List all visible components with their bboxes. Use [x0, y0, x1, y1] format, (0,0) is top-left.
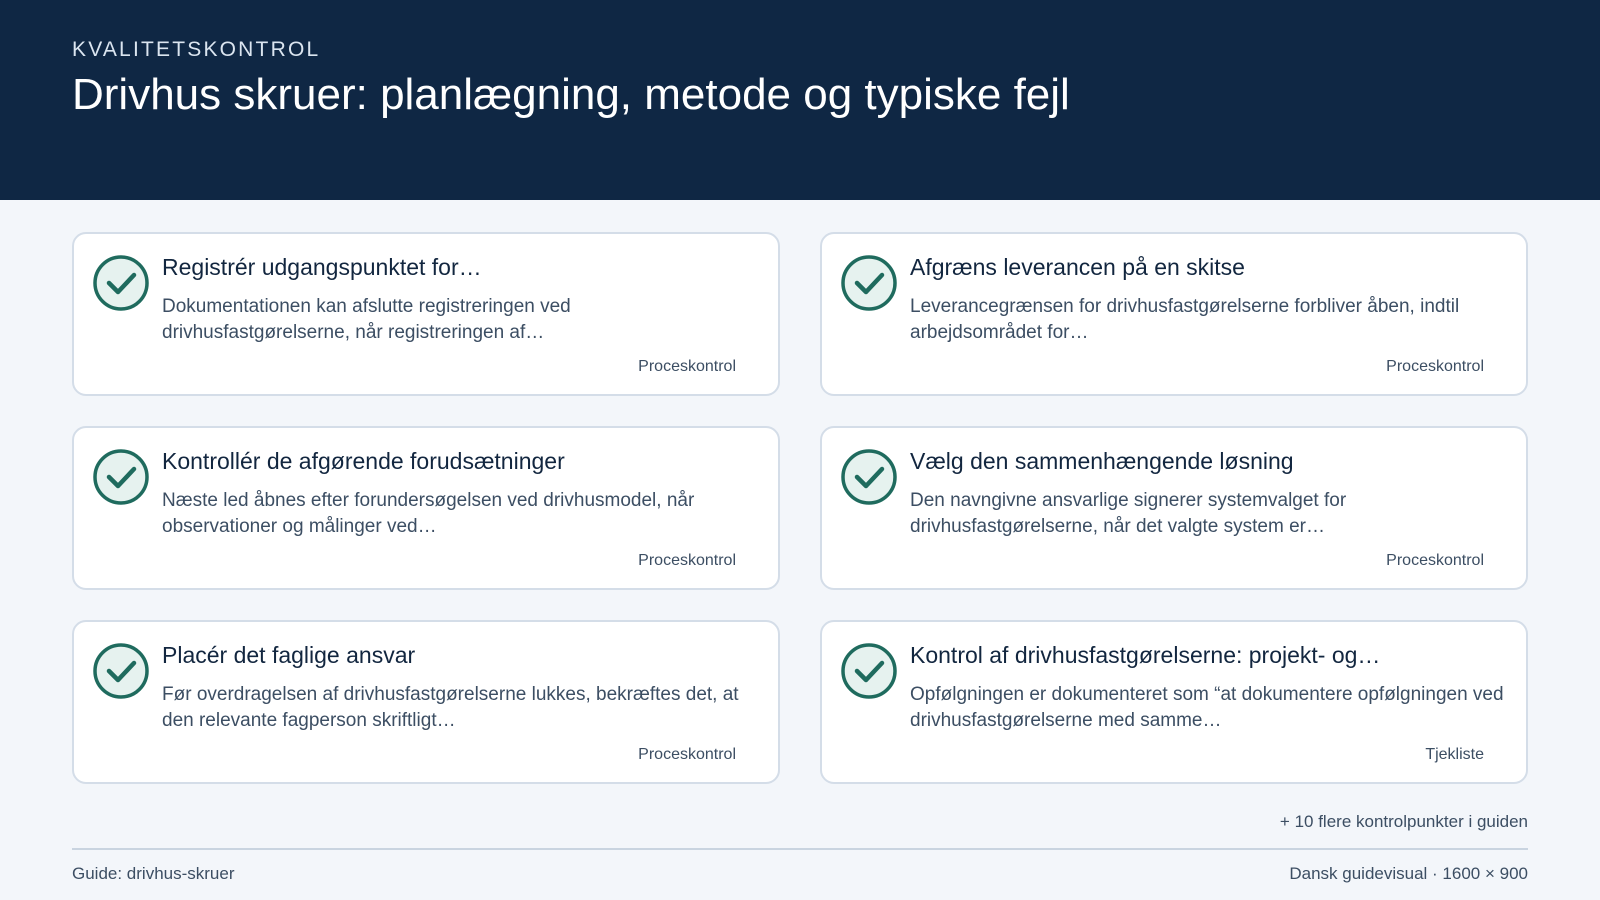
footer-divider [72, 848, 1528, 850]
checkpoint-tag: Proceskontrol [1386, 552, 1484, 569]
check-circle-icon [840, 254, 898, 312]
checkpoint-card[interactable] [72, 620, 780, 784]
checkpoint-description: Leverancegrænsen for drivhusfastgørelserne forbliver åben, indtil arbejdsområdet for… [910, 296, 1460, 343]
check-circle-icon [840, 448, 898, 506]
checkpoint-description: Den navngivne ansvarlige signerer systemvalget for drivhusfastgørelserne, når det valgte system er… [910, 490, 1347, 537]
checkpoint-tag: Proceskontrol [638, 552, 736, 569]
footer-guide-label: Guide: drivhus-skruer [72, 864, 235, 883]
footer-meta-label: Dansk guidevisual · 1600 × 900 [1289, 864, 1528, 883]
checkpoint-description: Dokumentationen kan afslutte registreringen ved drivhusfastgørelserne, når registreringen af… [162, 296, 571, 343]
checkpoint-tag: Proceskontrol [638, 746, 736, 763]
checkpoint-tag: Tjekliste [1425, 746, 1484, 763]
check-circle-icon [92, 448, 150, 506]
checkpoint-card[interactable] [72, 426, 780, 590]
page-title: Drivhus skruer: planlægning, metode og typiske fejl [72, 70, 1070, 119]
page-header [0, 0, 1600, 200]
checkpoint-card[interactable] [820, 232, 1528, 396]
check-circle-icon [92, 642, 150, 700]
checkpoint-title: Placér det faglige ansvar [162, 642, 416, 668]
checkpoint-title: Vælg den sammenhængende løsning [910, 448, 1294, 474]
checkpoint-card[interactable] [820, 620, 1528, 784]
check-circle-icon [840, 642, 898, 700]
checkpoint-description: Opfølgningen er dokumenteret som “at dokumentere opfølgningen ved drivhusfastgørelserne med samme… [910, 684, 1504, 731]
check-circle-icon [92, 254, 150, 312]
checkpoint-card[interactable] [72, 232, 780, 396]
more-checkpoints-link[interactable]: + 10 flere kontrolpunkter i guiden [1279, 812, 1528, 831]
checkpoint-title: Registrér udgangspunktet for… [162, 254, 482, 280]
checkpoint-grid [72, 232, 1528, 784]
checkpoint-title: Afgræns leverancen på en skitse [910, 254, 1245, 280]
checkpoint-title: Kontrollér de afgørende forudsætninger [162, 448, 565, 474]
checkpoint-card[interactable] [820, 426, 1528, 590]
checkpoint-tag: Proceskontrol [1386, 358, 1484, 375]
checkpoint-description: Før overdragelsen af drivhusfastgørelserne lukkes, bekræftes det, at den relevante fagperson skriftligt… [162, 684, 739, 731]
checkpoint-title: Kontrol af drivhusfastgørelserne: projekt- og… [910, 642, 1381, 668]
checkpoint-description: Næste led åbnes efter forundersøgelsen ved drivhusmodel, når observationer og målinger ved… [162, 490, 695, 537]
section-kicker: KVALITETSKONTROL [72, 38, 321, 61]
checkpoint-tag: Proceskontrol [638, 358, 736, 375]
